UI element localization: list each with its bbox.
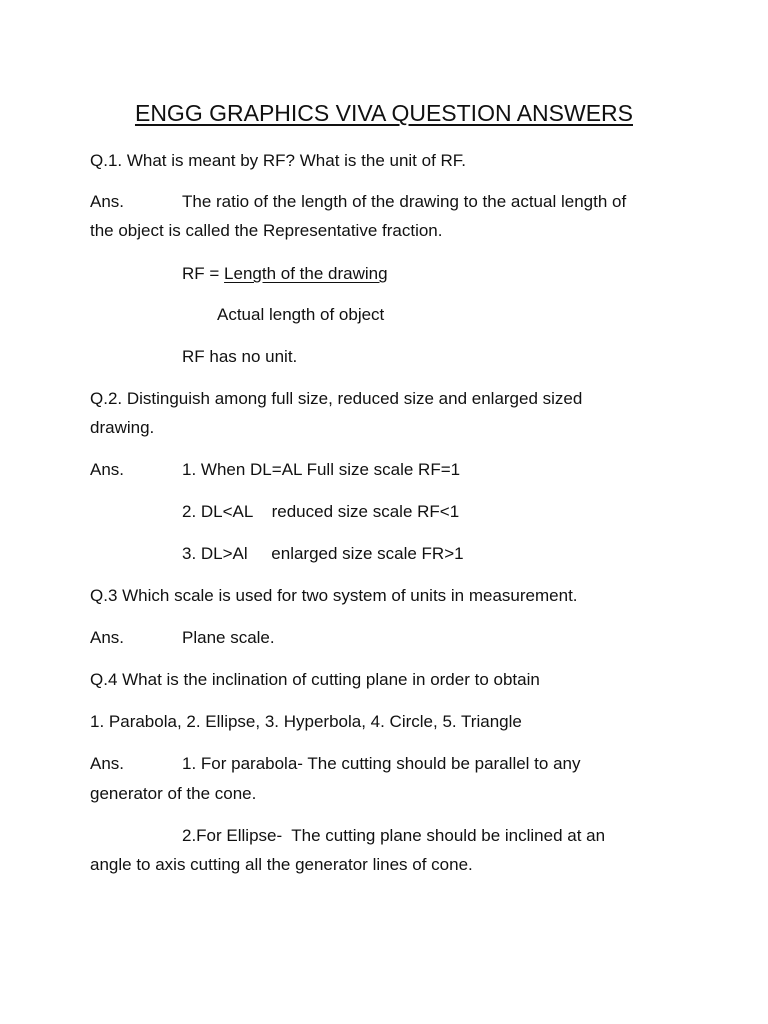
question-4-line-1: Q.4 What is the inclination of cutting plane in order to obtain — [90, 670, 540, 689]
question-1: Q.1. What is meant by RF? What is the unit of RF. — [90, 151, 467, 170]
page-title: ENGG GRAPHICS VIVA QUESTION ANSWERS — [134, 100, 633, 126]
answer-2-label: Ans. — [90, 460, 125, 479]
answer-2-item: 2. DL<AL reduced size scale RF<1 — [182, 502, 460, 521]
rf-formula-numerator-line — [182, 263, 388, 285]
question-2-line-1: Q.2. Distinguish among full size, reduced size and enlarged sized — [90, 389, 583, 408]
answer-1-line-2: the object is called the Representative fraction. — [90, 221, 443, 240]
answer-4-item-2-line-2: angle to axis cutting all the generator lines of cone. — [90, 855, 473, 874]
rf-formula-prefix: RF = — [182, 264, 225, 283]
answer-1-line-1: The ratio of the length of the drawing to the actual length of — [182, 192, 627, 211]
answer-2-item: 1. When DL=AL Full size scale RF=1 — [182, 460, 461, 479]
answer-4-item-2-line-1: 2.For Ellipse- The cutting plane should be inclined at an — [182, 826, 606, 845]
rf-unit-note: RF has no unit. — [182, 347, 298, 366]
answer-4-item-1-line-2: generator of the cone. — [90, 784, 257, 803]
answer-4-label: Ans. — [90, 754, 125, 773]
answer-1-label: Ans. — [90, 192, 125, 211]
rf-formula-denominator: Actual length of object — [217, 305, 385, 324]
answer-2-item: 3. DL>Al enlarged size scale FR>1 — [182, 544, 464, 563]
question-4-line-2: 1. Parabola, 2. Ellipse, 3. Hyperbola, 4. Circle, 5. Triangle — [90, 712, 522, 731]
question-3: Q.3 Which scale is used for two system of units in measurement. — [90, 586, 578, 605]
rf-formula-numerator: Length of the drawing — [224, 264, 388, 283]
answer-3: Plane scale. — [182, 628, 275, 647]
question-2-line-2: drawing. — [90, 418, 155, 437]
answer-4-item-1-line-1: 1. For parabola- The cutting should be parallel to any — [182, 754, 581, 773]
answer-3-label: Ans. — [90, 628, 125, 647]
